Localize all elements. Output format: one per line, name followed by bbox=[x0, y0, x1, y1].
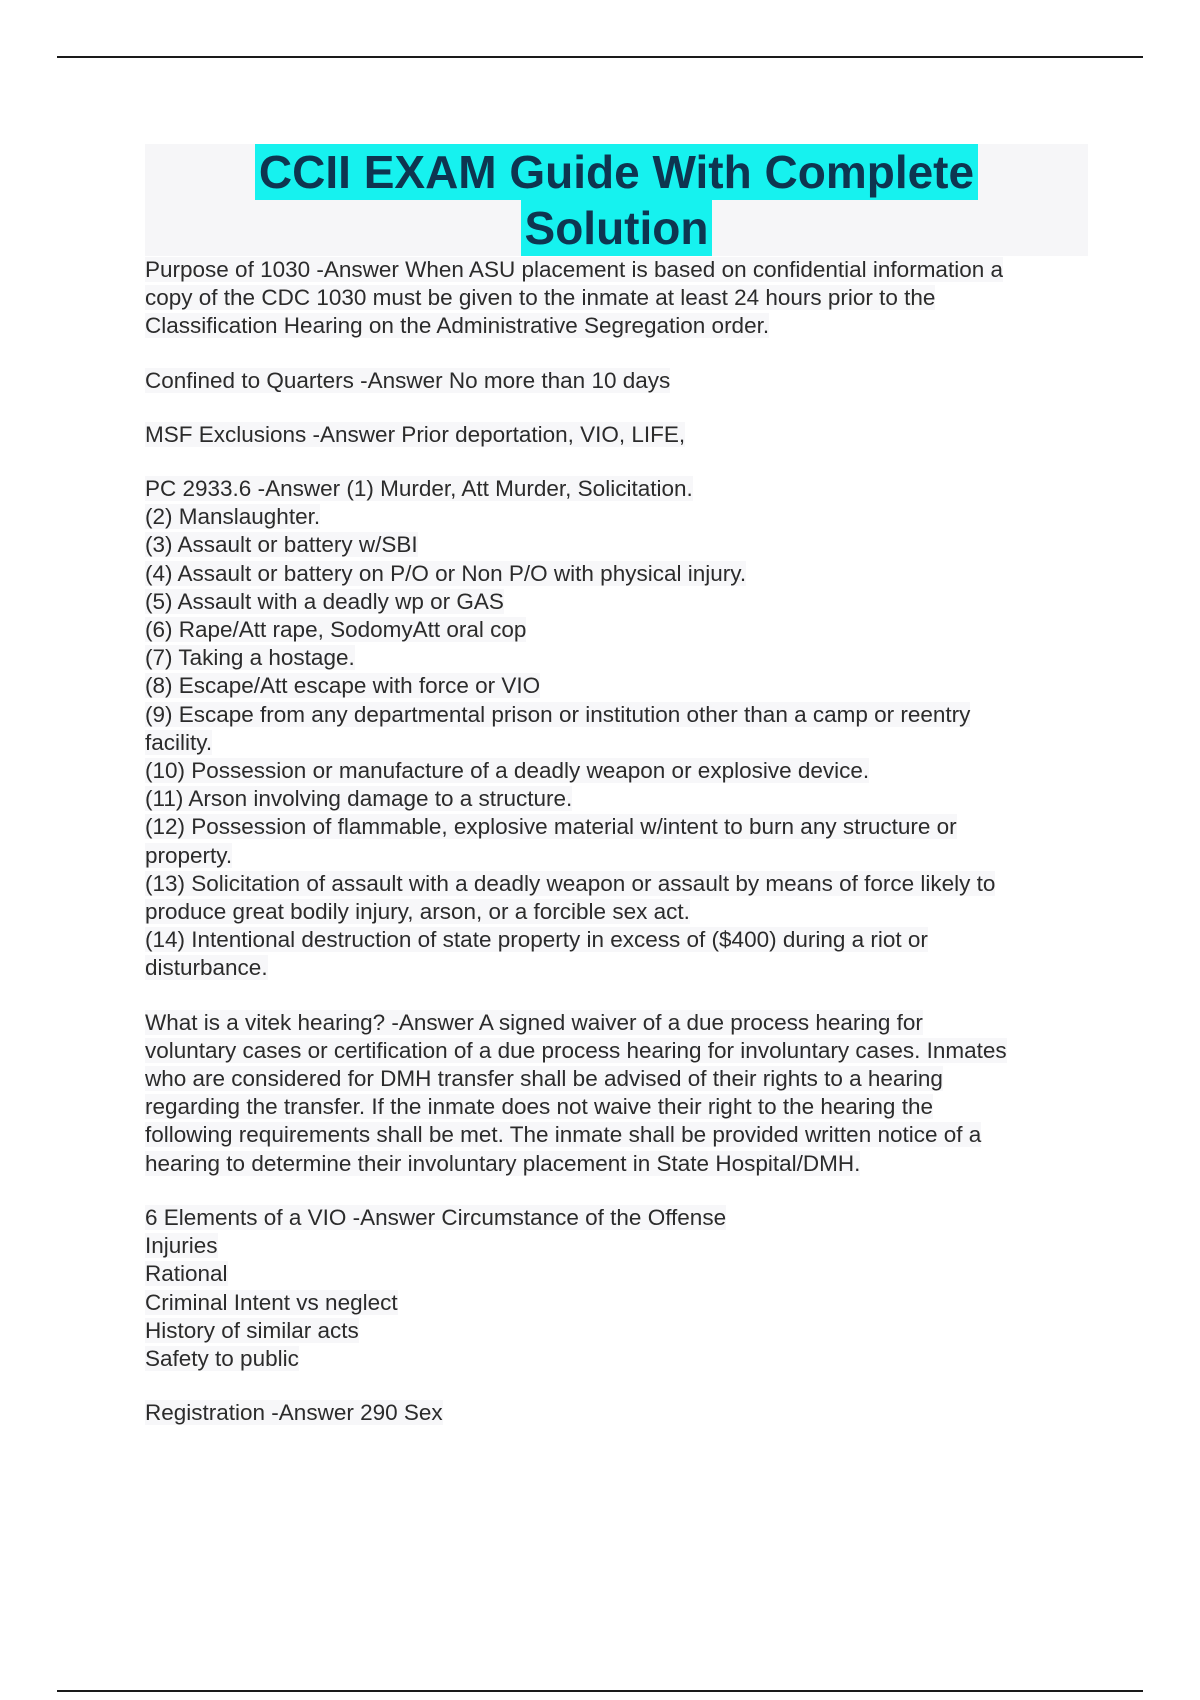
qa-entry bbox=[145, 256, 1105, 341]
qa-line bbox=[145, 560, 1105, 588]
qa-line-text: Classification Hearing on the Administrative Segregation order. bbox=[145, 313, 770, 339]
qa-line bbox=[145, 870, 1105, 898]
header-rule bbox=[57, 56, 1143, 58]
qa-line-text: (13) Solicitation of assault with a deadly weapon or assault by means of force likely to bbox=[145, 870, 996, 896]
qa-line bbox=[145, 367, 1105, 395]
qa-line bbox=[145, 898, 1105, 926]
qa-line-text: (7) Taking a hostage. bbox=[145, 645, 355, 671]
qa-line bbox=[145, 1009, 1105, 1037]
qa-line bbox=[145, 588, 1105, 616]
qa-line bbox=[145, 616, 1105, 644]
qa-line bbox=[145, 1317, 1105, 1345]
qa-line bbox=[145, 1289, 1105, 1317]
title-line-2: Solution bbox=[521, 200, 713, 256]
qa-line bbox=[145, 312, 1105, 340]
qa-line-text: Criminal Intent vs neglect bbox=[145, 1289, 398, 1315]
qa-line-text: 6 Elements of a VIO -Answer Circumstance of the Offense bbox=[145, 1204, 727, 1230]
qa-line-text: (9) Escape from any departmental prison or institution other than a camp or reentry bbox=[145, 701, 971, 727]
qa-line bbox=[145, 954, 1105, 982]
qa-line bbox=[145, 1204, 1105, 1232]
qa-line-text: Purpose of 1030 -Answer When ASU placement is based on confidential information a bbox=[145, 257, 1003, 282]
qa-line-text: (10) Possession or manufacture of a deadly weapon or explosive device. bbox=[145, 758, 870, 784]
qa-line-text: PC 2933.6 -Answer (1) Murder, Att Murder, Solicitation. bbox=[145, 476, 693, 502]
qa-entry bbox=[145, 1204, 1105, 1373]
qa-line-text: following requirements shall be met. The inmate shall be provided written notice of a bbox=[145, 1122, 982, 1148]
qa-line-text: (5) Assault with a deadly wp or GAS bbox=[145, 588, 504, 614]
qa-line bbox=[145, 672, 1105, 700]
qa-line-text: property. bbox=[145, 842, 233, 868]
qa-line bbox=[145, 503, 1105, 531]
qa-entry bbox=[145, 1009, 1105, 1178]
qa-line bbox=[145, 284, 1105, 312]
qa-line-text: disturbance. bbox=[145, 955, 268, 981]
qa-line bbox=[145, 926, 1105, 954]
qa-line-text: (6) Rape/Att rape, SodomyAtt oral cop bbox=[145, 617, 527, 643]
title-line-1: CCII EXAM Guide With Complete bbox=[255, 144, 978, 200]
qa-line-text: voluntary cases or certification of a due process hearing for involuntary cases. Inmates bbox=[145, 1037, 1007, 1063]
qa-line bbox=[145, 729, 1105, 757]
qa-line-text: (4) Assault or battery on P/O or Non P/O with physical injury. bbox=[145, 560, 747, 586]
qa-line-text: who are considered for DMH transfer shall be advised of their rights to a hearing bbox=[145, 1066, 943, 1092]
qa-line-text: MSF Exclusions -Answer Prior deportation, VIO, LIFE, bbox=[145, 421, 686, 447]
qa-line-text: copy of the CDC 1030 must be given to the inmate at least 24 hours prior to the bbox=[145, 285, 936, 311]
qa-line bbox=[145, 531, 1105, 559]
qa-entry bbox=[145, 475, 1105, 983]
document-body bbox=[145, 256, 1105, 1453]
qa-line bbox=[145, 1232, 1105, 1260]
qa-line bbox=[145, 1399, 1105, 1427]
qa-line-text: What is a vitek hearing? -Answer A signed waiver of a due process hearing for bbox=[145, 1009, 923, 1035]
qa-line bbox=[145, 421, 1105, 449]
qa-line bbox=[145, 644, 1105, 672]
qa-line-text: (12) Possession of flammable, explosive material w/intent to burn any structure or bbox=[145, 814, 957, 840]
document-title bbox=[145, 144, 1088, 256]
qa-line-text: facility. bbox=[145, 729, 213, 755]
qa-line bbox=[145, 1345, 1105, 1373]
qa-line bbox=[145, 475, 1105, 503]
qa-entry bbox=[145, 367, 1105, 395]
qa-line bbox=[145, 842, 1105, 870]
qa-line-text: (8) Escape/Att escape with force or VIO bbox=[145, 673, 541, 699]
qa-line bbox=[145, 1121, 1105, 1149]
qa-line bbox=[145, 757, 1105, 785]
qa-line-text: (11) Arson involving damage to a structure. bbox=[145, 786, 573, 812]
qa-line-text: Injuries bbox=[145, 1233, 218, 1259]
qa-line-text: (3) Assault or battery w/SBI bbox=[145, 532, 418, 558]
qa-line-text: produce great bodily injury, arson, or a forcible sex act. bbox=[145, 899, 690, 925]
qa-entry bbox=[145, 421, 1105, 449]
qa-line-text: Confined to Quarters -Answer No more than 10 days bbox=[145, 367, 671, 393]
qa-line-text: Rational bbox=[145, 1261, 228, 1287]
qa-line bbox=[145, 1065, 1105, 1093]
qa-line bbox=[145, 1093, 1105, 1121]
qa-line bbox=[145, 1260, 1105, 1288]
footer-rule bbox=[57, 1690, 1143, 1692]
qa-line bbox=[145, 1150, 1105, 1178]
qa-line bbox=[145, 785, 1105, 813]
qa-line-text: hearing to determine their involuntary placement in State Hospital/DMH. bbox=[145, 1150, 861, 1176]
qa-line-text: (2) Manslaughter. bbox=[145, 504, 321, 530]
qa-line-text: (14) Intentional destruction of state property in excess of ($400) during a riot or bbox=[145, 927, 928, 953]
qa-line-text: regarding the transfer. If the inmate does not waive their right to the hearing the bbox=[145, 1094, 933, 1120]
qa-line bbox=[145, 1037, 1105, 1065]
qa-line bbox=[145, 813, 1105, 841]
qa-line-text: Registration -Answer 290 Sex bbox=[145, 1400, 443, 1426]
qa-entry bbox=[145, 1399, 1105, 1427]
qa-line bbox=[145, 256, 1105, 284]
qa-line bbox=[145, 701, 1105, 729]
qa-line-text: Safety to public bbox=[145, 1345, 299, 1371]
qa-line-text: History of similar acts bbox=[145, 1317, 359, 1343]
